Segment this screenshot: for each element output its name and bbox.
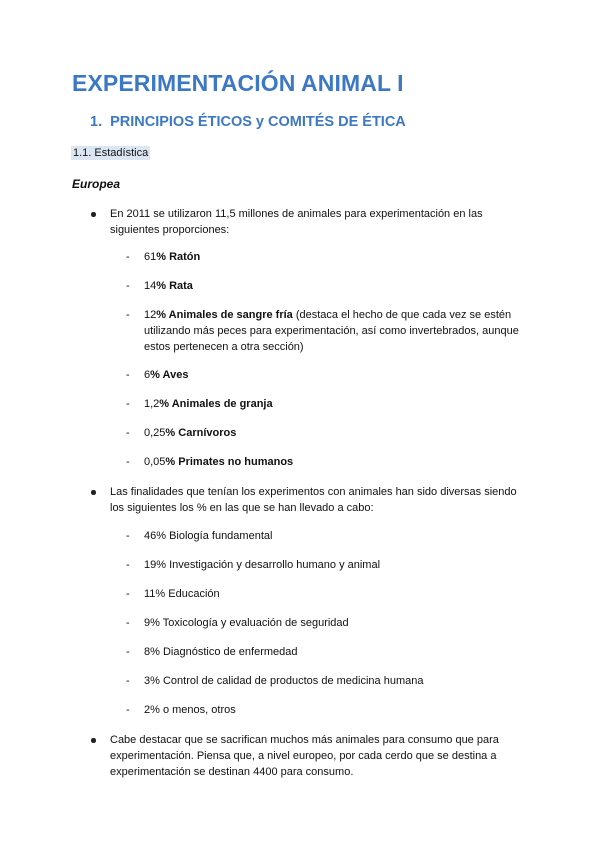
- subsection-heading: 1.1. Estadística: [73, 147, 149, 159]
- species-label: % Primates no humanos: [165, 456, 294, 468]
- region-heading: Europea: [72, 177, 121, 191]
- purpose-pct: 19%: [144, 559, 167, 571]
- species-pct: 1,2: [144, 398, 160, 410]
- bullet-purposes: Las finalidades que tenían los experimentos con animales han sido diversas siendo los siguientes los % en las que se han llevado a cabo:: [110, 484, 522, 516]
- purpose-pct: 46%: [144, 530, 167, 542]
- bullet-consumption-note: Cabe destacar que se sacrifican muchos más animales para consumo que para experimentación. Piensa que, a nivel europeo, por cada cerdo que se destina a experimentación se destinan 4400 para consumo.: [110, 732, 522, 780]
- document-title: EXPERIMENTACIÓN ANIMAL I: [72, 70, 404, 96]
- species-pct: 12: [144, 309, 157, 321]
- species-label: % Rata: [156, 280, 193, 292]
- purpose-label: o menos, otros: [159, 704, 236, 716]
- purpose-label: Educación: [165, 588, 220, 600]
- purpose-pct: 3%: [144, 675, 160, 687]
- purpose-label: Biología fundamental: [166, 530, 273, 542]
- purpose-label: Diagnóstico de enfermedad: [159, 646, 298, 658]
- purpose-pct: 2%: [144, 704, 160, 716]
- section-title: PRINCIPIOS ÉTICOS y COMITÉS DE ÉTICA: [110, 114, 406, 130]
- purpose-item: [144, 615, 526, 631]
- species-pct: 6: [144, 369, 151, 381]
- species-label: % Aves: [150, 369, 189, 381]
- species-pct: 0,25: [144, 427, 166, 439]
- purpose-item: [144, 586, 526, 602]
- purpose-item: [144, 557, 526, 573]
- species-item-aves: [144, 367, 526, 383]
- purpose-pct: 11%: [144, 588, 166, 600]
- species-note: (destaca el hecho de que cada vez se estén utilizando más peces para experimentación, así como invertebrados, aunque estos pertenecen a otra sección): [144, 309, 519, 353]
- species-label: % Ratón: [156, 251, 201, 263]
- purpose-item: [144, 644, 526, 660]
- section-heading: [90, 114, 406, 130]
- species-pct: 0,05: [144, 456, 166, 468]
- species-item-sangre-fria: [144, 307, 526, 355]
- purpose-pct: 8%: [144, 646, 160, 658]
- purpose-label: Investigación y desarrollo humano y animal: [166, 559, 381, 571]
- species-label: % Animales de sangre fría: [156, 309, 293, 321]
- purpose-pct: 9%: [144, 617, 160, 629]
- purpose-label: Toxicología y evaluación de seguridad: [159, 617, 349, 629]
- species-item-rata: [144, 278, 526, 294]
- species-item-raton: [144, 249, 526, 265]
- species-label: % Carnívoros: [165, 427, 237, 439]
- section-number: 1.: [90, 114, 103, 130]
- species-label: % Animales de granja: [159, 398, 273, 410]
- purpose-label: Control de calidad de productos de medicina humana: [159, 675, 424, 687]
- species-item-carnivoros: [144, 425, 526, 441]
- species-item-primates: [144, 454, 526, 470]
- species-item-granja: [144, 396, 526, 412]
- bullet-total-animals: En 2011 se utilizaron 11,5 millones de animales para experimentación en las siguientes proporciones:: [110, 206, 522, 238]
- purpose-item: [144, 702, 526, 718]
- species-pct: 14: [144, 280, 157, 292]
- purpose-item: [144, 528, 526, 544]
- species-pct: 61: [144, 251, 157, 263]
- purpose-item: [144, 673, 526, 689]
